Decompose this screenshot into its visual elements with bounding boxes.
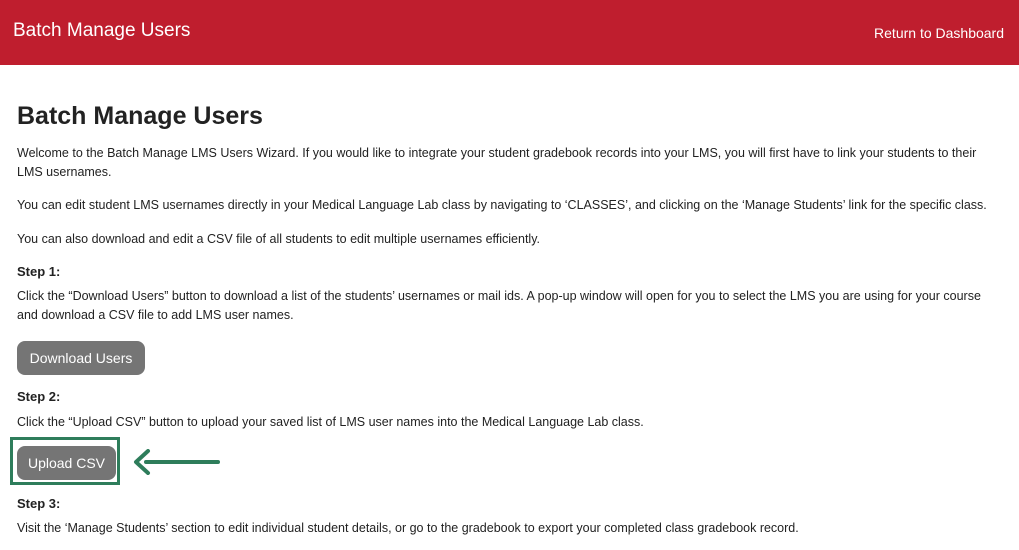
top-banner bbox=[0, 0, 1019, 65]
arrow-left-icon bbox=[132, 449, 222, 475]
intro-paragraph: Welcome to the Batch Manage LMS Users Wizard. If you would like to integrate your student gradebook records into your LMS, you will first have to link your students to their LMS usernames. bbox=[17, 146, 977, 179]
step-1-text: Click the “Download Users” button to download a list of the students’ usernames or mail ids. A pop-up window will open for you to select the LMS you are using for your course and download a CSV file to add LMS user names. bbox=[17, 289, 981, 322]
step-2-label: Step 2: bbox=[17, 389, 61, 404]
page-title: Batch Manage Users bbox=[17, 102, 263, 130]
step-2-text: Click the “Upload CSV” button to upload your saved list of LMS user names into the Medical Language Lab class. bbox=[17, 415, 644, 429]
csv-option-paragraph: You can also download and edit a CSV file of all students to edit multiple usernames efficiently. bbox=[17, 232, 540, 246]
app-title: Batch Manage Users bbox=[13, 20, 191, 41]
step-1-label: Step 1: bbox=[17, 264, 61, 279]
return-to-dashboard-link[interactable]: Return to Dashboard bbox=[874, 25, 1004, 41]
step-3-label: Step 3: bbox=[17, 496, 61, 511]
upload-csv-button[interactable]: Upload CSV bbox=[17, 446, 116, 480]
edit-directly-paragraph: You can edit student LMS usernames directly in your Medical Language Lab class by navigating to ‘CLASSES’, and clicking on the ‘Manage Students’ link for the specific class. bbox=[17, 198, 987, 212]
download-users-button[interactable]: Download Users bbox=[17, 341, 145, 375]
step-3-text: Visit the ‘Manage Students’ section to edit individual student details, or go to the gradebook to export your completed class gradebook record. bbox=[17, 521, 799, 535]
